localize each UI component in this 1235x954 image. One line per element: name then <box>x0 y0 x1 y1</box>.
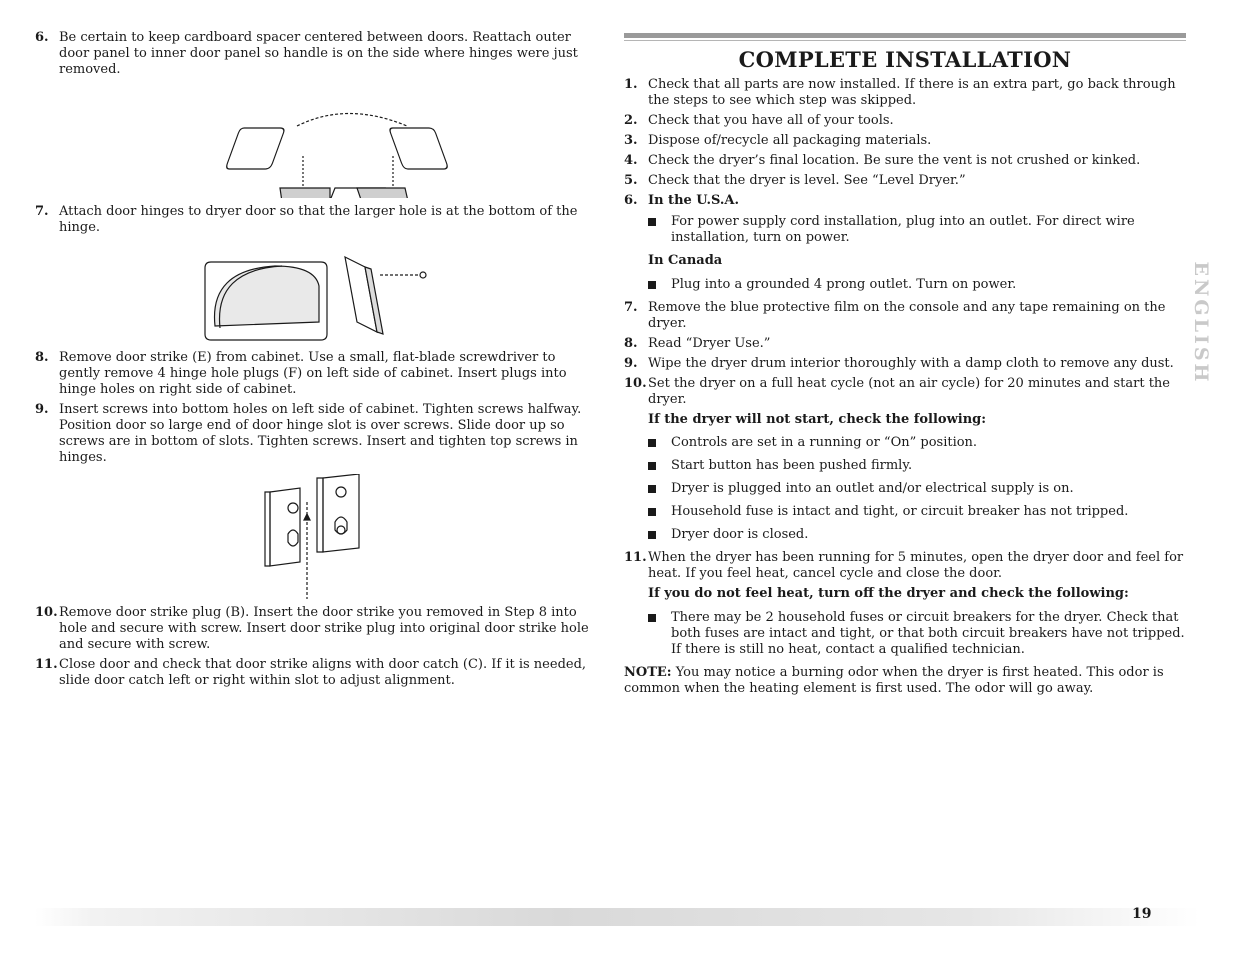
complete-step-4: 4. Check the dryer’s final location. Be sure the vent is not crushed or kinked. <box>624 153 1141 168</box>
complete-step-9: 9. Wipe the dryer drum interior thoroughly with a damp cloth to remove any dust. <box>624 356 1174 371</box>
not-start-bullet: Household fuse is intact and tight, or circuit breaker has not tripped. <box>624 504 1186 520</box>
usa-bullet: For power supply cord installation, plug into an outlet. For direct wire installation, turn on power. <box>624 214 1186 246</box>
not-start-bullet: Controls are set in a running or “On” position. <box>624 435 1186 451</box>
right-column <box>624 30 1186 697</box>
complete-step-3: 3. Dispose of/recycle all packaging materials. <box>624 133 932 148</box>
left-column <box>35 30 595 689</box>
canada-bullet: Plug into a grounded 4 prong outlet. Turn on power. <box>624 277 1186 293</box>
not-start-bullet: Dryer is plugged into an outlet and/or electrical supply is on. <box>624 481 1186 497</box>
complete-step-6: 6. In the U.S.A. <box>624 193 740 208</box>
complete-step-1: 1. Check that all parts are now installed. If there is an extra part, go back through the steps to see which step was skipped. <box>624 77 1176 108</box>
complete-step-8: 8. Read “Dryer Use.” <box>624 336 771 351</box>
bullet-square-icon <box>648 462 656 470</box>
note: NOTE: You may notice a burning odor when the dryer is first heated. This odor is common when the heating element is first used. The odor will go away. <box>624 665 1164 696</box>
step-9: 9. Insert screws into bottom holes on left side of cabinet. Tighten screws halfway. Position door so large end of door hinge slot is over screws. Slide door up so screws are in bottom of slots. Tighten screws. Insert and tighten top screws in hinges. <box>35 402 582 465</box>
complete-step-11: 11. When the dryer has been running for 5 minutes, open the dryer door and feel for heat. If you feel heat, cancel cycle and close the door. <box>624 550 1184 581</box>
complete-step-7: 7. Remove the blue protective film on the console and any tape remaining on the dryer. <box>624 300 1166 331</box>
footer-bar <box>35 908 1200 926</box>
step-10: 10. Remove door strike plug (B). Insert the door strike you removed in Step 8 into hole and secure with screw. Insert door strike plug into original door strike hole and secure with screw. <box>35 605 589 652</box>
bullet-square-icon <box>648 281 656 289</box>
not-start-bullet: Dryer door is closed. <box>624 527 1186 543</box>
hinge-slot-illustration <box>35 474 595 599</box>
bullet-square-icon <box>648 531 656 539</box>
step-7: 7. Attach door hinges to dryer door so that the larger hole is at the bottom of the hinge. <box>35 204 578 235</box>
complete-step-10: 10. Set the dryer on a full heat cycle (not an air cycle) for 20 minutes and start the dryer. <box>624 376 1170 407</box>
door-panel-flip-illustration <box>35 88 595 198</box>
section-rule <box>624 33 1186 38</box>
complete-step-2: 2. Check that you have all of your tools. <box>624 113 894 128</box>
step-11: 11. Close door and check that door strike aligns with door catch (C). If it is needed, slide door catch left or right within slot to adjust alignment. <box>35 657 587 688</box>
bullet-square-icon <box>648 614 656 622</box>
bullet-square-icon <box>648 485 656 493</box>
door-hinge-attach-illustration <box>35 242 595 342</box>
no-heat-bullet: There may be 2 household fuses or circuit breakers for the dryer. Check that both fuses are intact and tight, or that both circuit breakers have not tripped. If there is still no heat, contact a qualified technician. <box>624 610 1186 658</box>
section-rule-thin <box>624 40 1186 41</box>
language-side-tab: ENGLISH <box>1190 261 1212 385</box>
step-6: 6. Be certain to keep cardboard spacer centered between doors. Reattach outer door panel to inner door panel so handle is on the side where hinges were just removed. <box>35 30 578 77</box>
not-start-label: If the dryer will not start, check the following: <box>648 412 987 427</box>
bullet-square-icon <box>648 218 656 226</box>
not-start-bullet: Start button has been pushed firmly. <box>624 458 1186 474</box>
no-heat-label: If you do not feel heat, turn off the dryer and check the following: <box>648 586 1129 601</box>
complete-step-5: 5. Check that the dryer is level. See “Level Dryer.” <box>624 173 966 188</box>
step-8: 8. Remove door strike (E) from cabinet. Use a small, flat-blade screwdriver to gently remove 4 hinge hole plugs (F) on left side of cabinet. Insert plugs into hinge holes on right side of cabinet. <box>35 350 567 397</box>
section-title: COMPLETE INSTALLATION <box>738 47 1072 72</box>
canada-label: In Canada <box>648 253 723 268</box>
bullet-square-icon <box>648 508 656 516</box>
page-number: 19 <box>1132 906 1152 922</box>
bullet-square-icon <box>648 439 656 447</box>
